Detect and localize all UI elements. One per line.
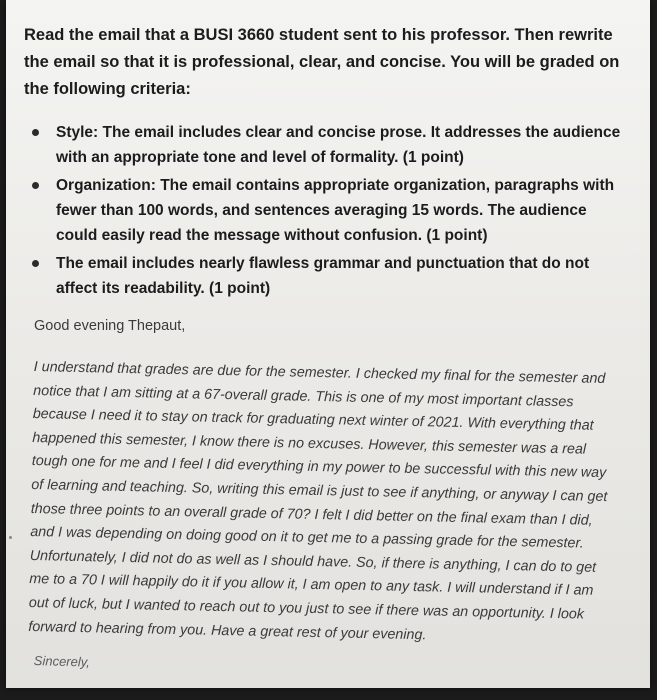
document-page	[6, 0, 650, 688]
criterion-text: Organization: The email contains appropriate organization, paragraphs with fewer than 100 words, and sentences averaging 15 words. The audience could easily read the message without confusion. (1 point)	[56, 177, 615, 244]
grading-criteria-list	[26, 120, 626, 304]
assignment-instructions: Read the email that a BUSI 3660 student sent to his professor. Then rewrite the email so that it is professional, clear, and concise. You will be graded on the following criteria:	[24, 26, 620, 98]
bullet-icon	[32, 260, 39, 267]
email-greeting: Good evening Thepaut,	[34, 318, 186, 334]
bullet-icon	[32, 129, 39, 136]
criterion-organization	[26, 173, 626, 248]
criterion-text: The email includes nearly flawless grammar and punctuation that do not affect its readability. (1 point)	[56, 255, 590, 297]
email-body: I understand that grades are due for the semester. I checked my final for the semester and notice that I am sitting at a 67-overall grade. This is one of my most important classes because I need it to stay on track for graduating next winter of 2021. With everything that happened this semester, I know there is no excuses. However, this semester was a real tough one for me and I feel I did everything in my power to be successful with this new way of learning and teaching. So, writing this email is just to see if anything, or anyway I can get those three points to an overall grade of 70? I felt I did better on the final exam than I did, and I was depending on doing good on it to get me to a passing grade for the semester. Unfortunately, I did not do as well as I should have. So, if there is anything, I can do to get me to a 70 I will happily do it if you allow it, I am open to any task. I will understand if I am out of luck, but I wanted to reach out to you just to see if there was an opportunity. I look forward to hearing from you. Have a great rest of your evening.	[28, 358, 608, 643]
margin-dot	[9, 536, 12, 539]
criterion-grammar	[26, 251, 626, 301]
email-closing: Sincerely,	[33, 653, 91, 670]
bullet-icon	[32, 182, 39, 189]
criterion-text: Style: The email includes clear and concise prose. It addresses the audience with an appropriate tone and level of formality. (1 point)	[56, 124, 621, 166]
criterion-style	[26, 120, 626, 170]
student-email	[28, 318, 614, 670]
